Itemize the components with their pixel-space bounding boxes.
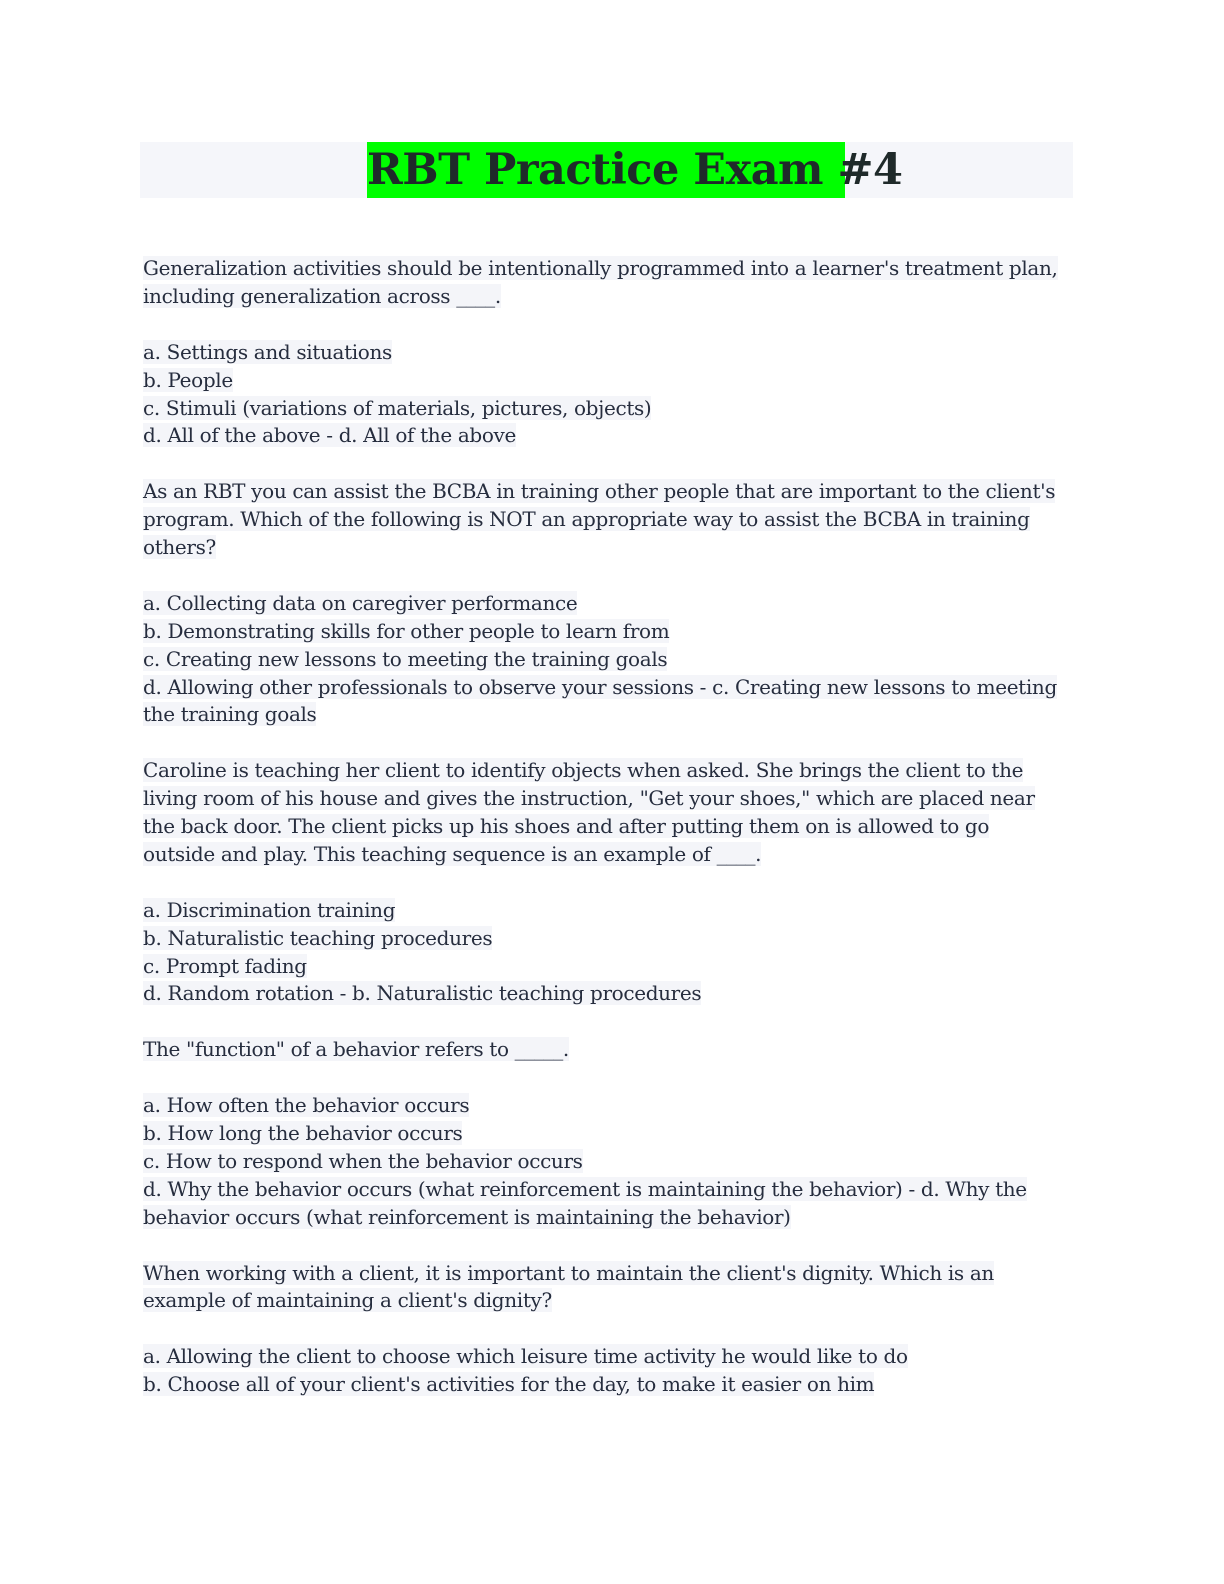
option: b. Naturalistic teaching procedures	[143, 925, 493, 950]
option: a. How often the behavior occurs	[143, 1093, 470, 1118]
option-with-answer: d. Random rotation - b. Naturalistic teaching procedures	[143, 981, 702, 1006]
option: a. Settings and situations	[143, 339, 392, 364]
option-with-answer: d. Allowing other professionals to observe your sessions - c. Creating new lessons to meeting the training goals	[143, 674, 1057, 727]
option: a. Allowing the client to choose which leisure time activity he would like to do	[143, 1344, 908, 1369]
question-prompt	[143, 478, 1063, 562]
option: b. Demonstrating skills for other people to learn from	[143, 618, 670, 643]
question-prompt	[143, 1260, 1063, 1316]
question-text: When working with a client, it is important to maintain the client's dignity. Which is an example of maintaining a client's dignity?	[143, 1260, 994, 1313]
question-text: As an RBT you can assist the BCBA in training other people that are important to the client's program. Which of the following is NOT an appropriate way to assist the BCBA in training others?	[143, 479, 1056, 560]
options-list	[143, 590, 1063, 730]
option: a. Collecting data on caregiver performance	[143, 590, 578, 615]
question-prompt	[143, 255, 1063, 311]
option-with-answer: d. All of the above - d. All of the above	[143, 423, 516, 448]
options-list	[143, 897, 1063, 1009]
option: c. Stimuli (variations of materials, pictures, objects)	[143, 395, 652, 420]
option: b. Choose all of your client's activities for the day, to make it easier on him	[143, 1372, 875, 1397]
option: a. Discrimination training	[143, 897, 396, 922]
question-text: The "function" of a behavior refers to _____.	[143, 1037, 569, 1062]
option: c. Prompt fading	[143, 953, 307, 978]
option: c. Creating new lessons to meeting the training goals	[143, 646, 668, 671]
exam-content	[143, 255, 1063, 1427]
option: c. How to respond when the behavior occurs	[143, 1148, 583, 1173]
page-title: RBT Practice Exam #4	[367, 142, 845, 198]
question-text: Caroline is teaching her client to identify objects when asked. She brings the client to the living room of his house and gives the instruction, "Get your shoes," which are placed near the back door. The client picks up his shoes and after putting them on is allowed to go outside and play. This teaching sequence is an example of ____.	[143, 758, 1035, 866]
option: b. People	[143, 367, 233, 392]
option: b. How long the behavior occurs	[143, 1120, 463, 1145]
option-with-answer: d. Why the behavior occurs (what reinforcement is maintaining the behavior) - d. Why the behavior occurs (what reinforcement is maintaining the behavior)	[143, 1176, 1027, 1229]
options-list	[143, 1092, 1063, 1232]
question-prompt	[143, 757, 1063, 869]
question-text: Generalization activities should be intentionally programmed into a learner's treatment plan, including generalization across ____.	[143, 256, 1058, 308]
options-list	[143, 339, 1063, 451]
question-prompt	[143, 1036, 1063, 1064]
options-list	[143, 1343, 1063, 1399]
